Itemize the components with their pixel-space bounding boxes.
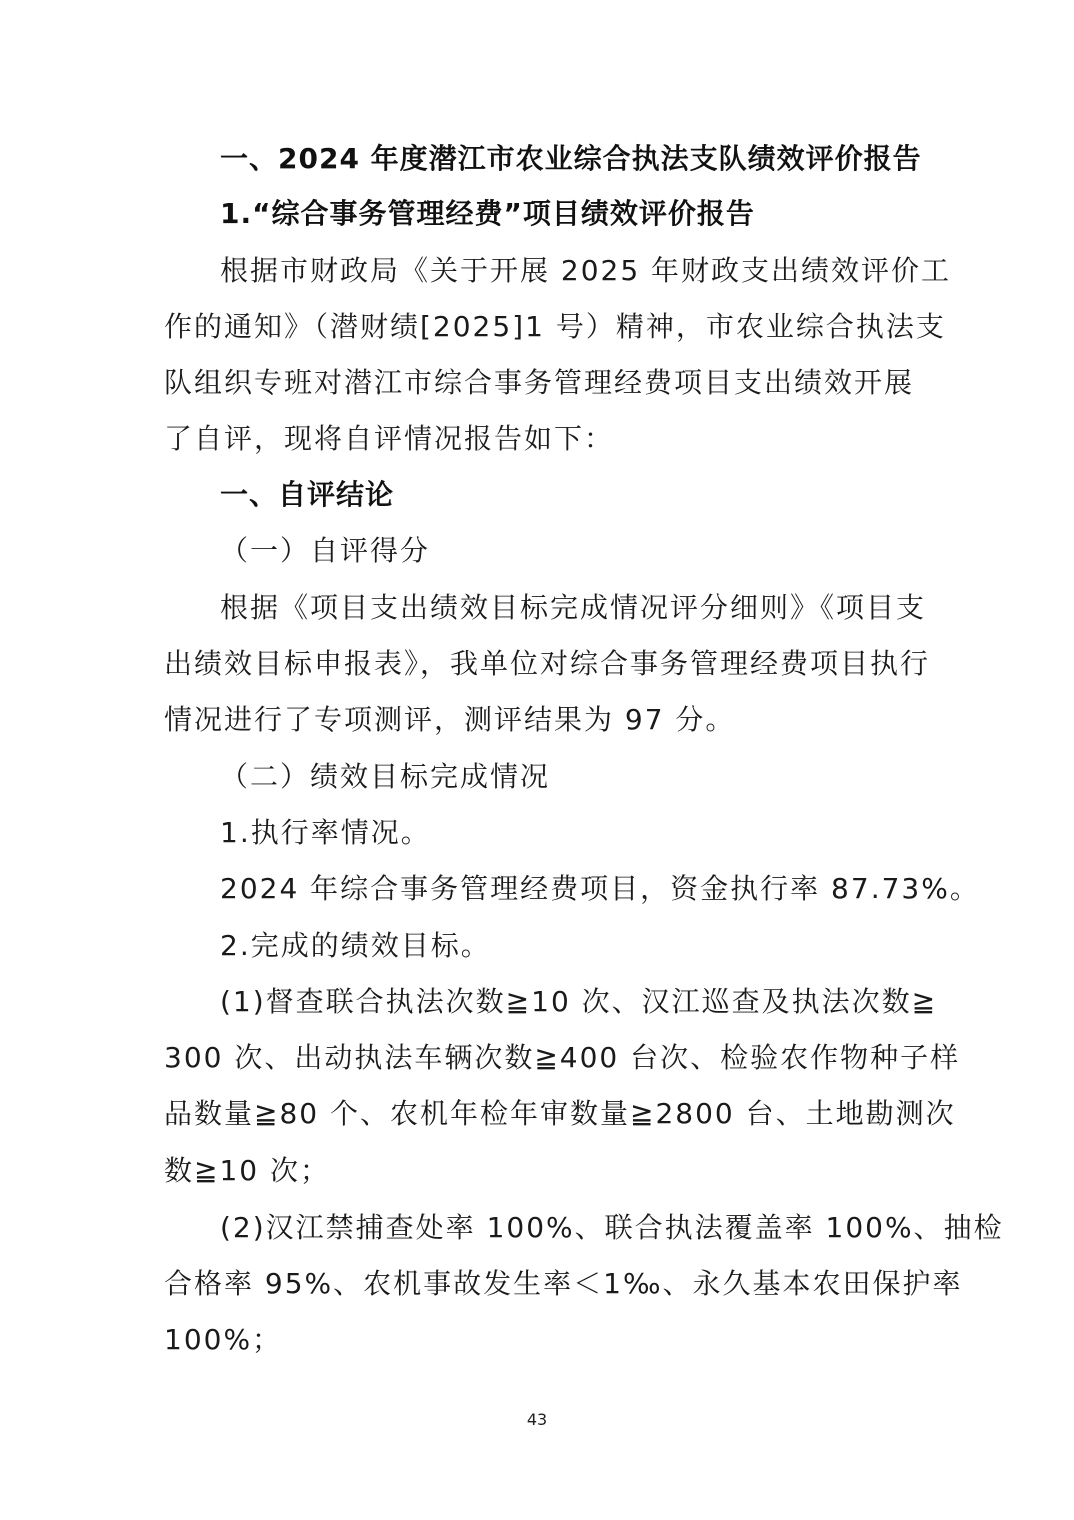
subsection-title: （一）自评得分: [220, 534, 431, 567]
goal-line: 合格率 95%、农机事故发生率＜1‰、永久基本农田保护率: [164, 1267, 963, 1300]
page-number: 43: [526, 1410, 548, 1429]
goal-line: 300 次、出动执法车辆次数≧400 台次、检验农作物种子样: [164, 1041, 961, 1074]
goal-line: 品数量≧80 个、农机年检年审数量≧2800 台、土地勘测次: [164, 1097, 956, 1130]
goal-line: (1)督查联合执法次数≧10 次、汉江巡查及执法次数≧: [220, 985, 938, 1018]
goal-line: 100%；: [164, 1323, 283, 1356]
score-line: 根据《项目支出绩效目标完成情况评分细则》《项目支: [220, 591, 927, 624]
intro-line: 根据市财政局《关于开展 2025 年财政支出绩效评价工: [220, 254, 952, 287]
report-sub-heading: 1.“综合事务管理经费”项目绩效评价报告: [220, 197, 755, 230]
intro-line: 队组织专班对潜江市综合事务管理经费项目支出绩效开展: [164, 366, 915, 399]
section-title: 一、自评结论: [220, 478, 395, 511]
item-title: 2.完成的绩效目标。: [220, 929, 491, 962]
goal-line: (2)汉江禁捕查处率 100%、联合执法覆盖率 100%、抽检: [220, 1211, 1004, 1244]
score-line: 情况进行了专项测评，测评结果为 97 分。: [164, 703, 736, 736]
score-line: 出绩效目标申报表》，我单位对综合事务管理经费项目执行: [164, 647, 931, 680]
goal-line: 数≧10 次；: [164, 1154, 330, 1187]
item-title: 1.执行率情况。: [220, 816, 431, 849]
report-main-heading: 一、2024 年度潜江市农业综合执法支队绩效评价报告: [220, 142, 922, 175]
intro-line: 了自评，现将自评情况报告如下：: [164, 422, 615, 455]
item-text: 2024 年综合事务管理经费项目，资金执行率 87.73%。: [220, 872, 980, 905]
subsection-title: （二）绩效目标完成情况: [220, 760, 551, 793]
intro-line: 作的通知》（潜财绩[2025]1 号）精神，市农业综合执法支: [164, 310, 946, 343]
